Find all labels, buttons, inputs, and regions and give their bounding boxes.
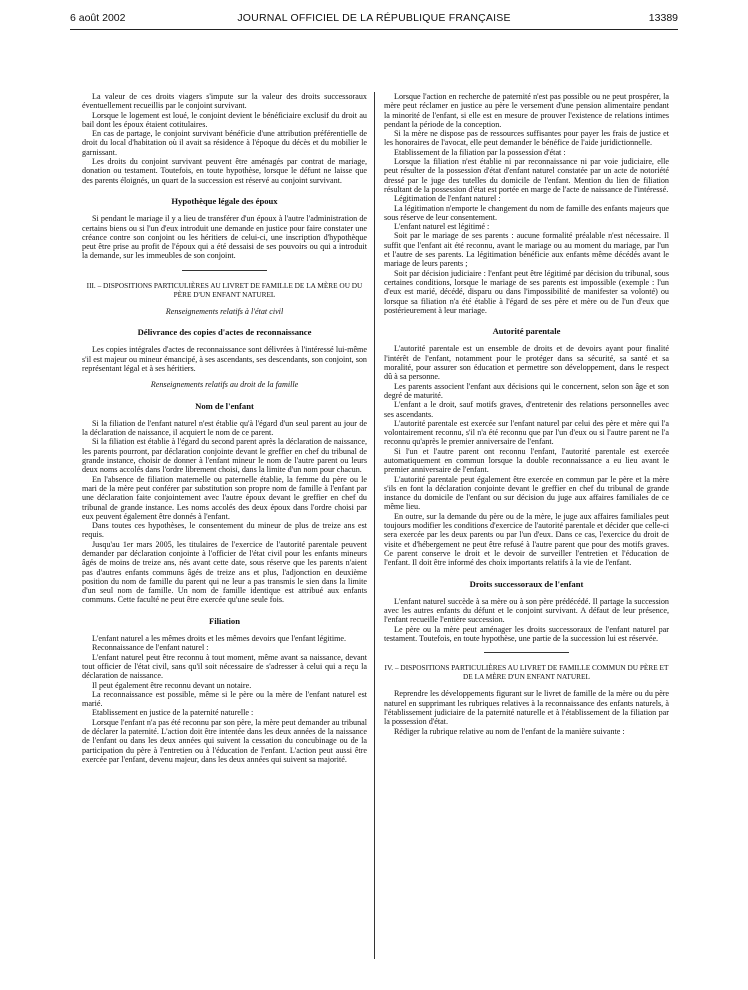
section-heading: Nom de l'enfant bbox=[195, 400, 254, 411]
paragraph: Les copies intégrales d'actes de reconnaissance sont délivrées à l'intéressé lui-même s'il est majeur ou mineur émancipé, à ses ascendants, ses descendants, son conjoint, son représentant légal et à ses héritiers. bbox=[82, 345, 367, 373]
paragraph: Si l'un et l'autre parent ont reconnu l'enfant, l'autorité parentale est exercée automatiquement en commun lorsque la double reconnaissance a eu lieu avant le premier anniversaire de l'enfant. bbox=[384, 446, 669, 475]
header-date: 6 août 2002 bbox=[70, 12, 126, 24]
paragraph: La valeur de ces droits viagers s'impute sur la valeur des droits successoraux éventuellement recueillis par le conjoint survivant. bbox=[82, 92, 367, 111]
paragraph: Les droits du conjoint survivant peuvent être aménagés par contrat de mariage, donation ou testament. Toutefois, en toute hypothèse, lorsque le défunt ne laisse que des parents éloignés, un quart de la succession est réservé au conjoint survivant. bbox=[82, 157, 367, 185]
paragraph: Lorsque le logement est loué, le conjoint devient le bénéficiaire exclusif du droit au bail dont les époux étaient cotitulaires. bbox=[82, 110, 367, 129]
paragraph: Rédiger la rubrique relative au nom de l'enfant de la manière suivante : bbox=[394, 726, 625, 736]
section-heading: Autorité parentale bbox=[492, 326, 561, 337]
column-divider bbox=[374, 92, 375, 959]
separator-rule bbox=[484, 652, 569, 653]
right-column bbox=[384, 92, 669, 736]
paragraph: Si la filiation de l'enfant naturel n'est établie qu'à l'égard d'un seul parent au jour de la déclaration de naissance, il acquiert le nom de ce parent. bbox=[82, 418, 367, 438]
paragraph: Etablissement de la filiation par la possession d'état : bbox=[394, 147, 566, 157]
section-heading: Délivrance des copies d'actes de reconnaissance bbox=[137, 327, 312, 338]
paragraph: L'enfant naturel a les mêmes droits et les mêmes devoirs que l'enfant légitime. bbox=[92, 634, 347, 644]
paragraph: Les parents associent l'enfant aux décisions qui le concernent, selon son âge et son degré de maturité. bbox=[384, 381, 669, 400]
paragraph: Jusqu'au 1er mars 2005, les titulaires de l'exercice de l'autorité parentale peuvent demander par déclaration conjointe à l'officier de l'état civil pour les enfants mineurs âgés de moins de treize ans, nés avant cette date, sous réserve que les parents n'aient pas d'autres enfants communs âgés de treize ans et plus, l'adjonction en deuxième position du nom de famille du parent qui ne leur a pas transmis le sien dans la limite d'un seul nom de famille. Un nom de famille identique est attribué aux enfants communs. Cette faculté ne peut être exercée qu'une seule fois. bbox=[82, 539, 367, 605]
paragraph: Lorsque l'action en recherche de paternité n'est pas possible ou ne peut prospérer, la mère peut réclamer en justice au père le versement d'une pension alimentaire pendant la minorité de l'enfant, si elle est en mesure de prouver l'existence de relations intimes pendant la période de la conception. bbox=[384, 92, 669, 129]
section-heading: Hypothèque légale des époux bbox=[171, 195, 278, 206]
paragraph: L'autorité parentale peut également être exercée en commun par le père et la mère s'ils en font la déclaration conjointe devant le greffier en chef du tribunal de grande instance du domicile de l'enfant ou sur décision du juge aux affaires familiales de ce même lieu. bbox=[384, 474, 669, 512]
paragraph: Si la mère ne dispose pas de ressources suffisantes pour payer les frais de justice et les honoraires de l'avocat, elle peut demander le bénéfice de l'aide juridictionnelle. bbox=[384, 129, 669, 148]
paragraph: L'enfant naturel est légitimé : bbox=[394, 222, 490, 232]
paragraph: Etablissement en justice de la paternité naturelle : bbox=[92, 708, 254, 718]
paragraph: La légitimation n'emporte le changement du nom de famille des enfants majeurs que sous réserve de leur consentement. bbox=[384, 203, 669, 222]
paragraph: Soit par décision judiciaire : l'enfant peut être légitimé par décision du tribunal, sous certaines conditions, lorsque le mariage de ses parents est impossible (exemple : l'un d'eux est marié, décédé, disparu ou dans l'impossibilité de manifester sa volonté) ou lorsque sa filiation n'a été établie à l'égard de ses père et mère ou de l'un d'eux que postérieurement à leur mariage. bbox=[384, 268, 669, 315]
paragraph: Reprendre les développements figurant sur le livret de famille de la mère ou du père naturel en supprimant les rubriques relatives à la reconnaissance des enfants naturels, à l'établissement judiciaire de la paternité naturelle et à l'établissement de la filiation par la possession d'état. bbox=[384, 689, 669, 727]
header-rule bbox=[70, 29, 678, 30]
paragraph: Dans toutes ces hypothèses, le consentement du mineur de plus de treize ans est requis. bbox=[82, 521, 367, 540]
paragraph: La reconnaissance est possible, même si le père ou la mère de l'enfant naturel est marié. bbox=[82, 689, 367, 709]
separator-rule bbox=[182, 270, 267, 271]
paragraph: Reconnaissance de l'enfant naturel : bbox=[92, 643, 209, 653]
paragraph: L'enfant naturel succède à sa mère ou à son père prédécédé. Il partage la succession avec les autres enfants du défunt et le conjoint survivant. A défaut de leur présence, l'enfant recueille l'entière succession. bbox=[384, 596, 669, 625]
subsection-heading: Renseignements relatifs au droit de la famille bbox=[150, 380, 299, 390]
paragraph: Soit par le mariage de ses parents : aucune formalité préalable n'est nécessaire. Il suffit que l'enfant ait été reconnu, avant le mariage ou au moment du mariage, par l'un et l'autre de ses parents. La légitimation bénéficie aux enfants même décédés avant le mariage de leurs parents ; bbox=[384, 231, 669, 269]
left-column bbox=[82, 92, 367, 764]
paragraph: Légitimation de l'enfant naturel : bbox=[394, 194, 501, 204]
paragraph: L'enfant naturel peut être reconnu à tout moment, même avant sa naissance, devant tout officier de l'état civil, sans qu'il soit nécessaire de s'adresser à celui qui a reçu la déclaration de naissance. bbox=[82, 652, 367, 681]
paragraph: En outre, sur la demande du père ou de la mère, le juge aux affaires familiales peut toujours modifier les conditions d'exercice de l'autorité parentale et décider que celle-ci sera exercée par les deux parents ou par l'un d'eux. Dans ce cas, l'exercice du droit de visite et d'hébergement ne peut être refusé à l'autre parent que pour des motifs graves. Ce parent conserve le droit et le devoir de surveiller l'entretien et l'éducation de l'enfant. Il doit être informé des choix importants relatifs à la vie de l'enfant. bbox=[384, 511, 669, 568]
part-heading: IV. – DISPOSITIONS PARTICULIÈRES AU LIVRET DE FAMILLE COMMUN DU PÈRE ET DE LA MÈRE D'UN ENFANT NATUREL bbox=[384, 663, 669, 682]
part-heading: III. – DISPOSITIONS PARTICULIÈRES AU LIVRET DE FAMILLE DE LA MÈRE OU DU PÈRE D'UN ENFANT NATUREL bbox=[86, 280, 363, 299]
subsection-heading: Renseignements relatifs à l'état civil bbox=[165, 306, 284, 316]
header-journal-title: JOURNAL OFFICIEL DE LA RÉPUBLIQUE FRANÇAISE bbox=[237, 12, 511, 24]
paragraph: Si pendant le mariage il y a lieu de transférer d'un époux à l'autre l'administration de certains biens ou si l'un d'eux introduit une demande en justice pour faire constater une créance contre son conjoint ou les héritiers de celui-ci, une inscription d'hypothèque peut être prise au profit de l'époux qui a été dessaisi de ses pouvoirs ou qui a introduit la demande, sur les immeubles de son conjoint. bbox=[82, 214, 367, 261]
paragraph: L'enfant a le droit, sauf motifs graves, d'entretenir des relations personnelles avec ses ascendants. bbox=[384, 400, 669, 419]
paragraph: L'autorité parentale est un ensemble de droits et de devoirs ayant pour finalité l'intérêt de l'enfant, notamment pour le protéger dans sa sécurité, sa santé et sa moralité, pour assurer son éducation et permettre son développement, dans le respect dû à sa personne. bbox=[384, 344, 669, 382]
paragraph: En l'absence de filiation maternelle ou paternelle établie, la femme du père ou le mari de la mère peut conférer par substitution son propre nom de famille à l'enfant par une déclaration faite conjointement avec l'autre époux devant le greffier en chef du tribunal de grande instance. Les noms accolés des deux époux dans l'ordre choisi par eux peuvent également être donnés à l'enfant. bbox=[82, 474, 367, 521]
paragraph: L'autorité parentale est exercée sur l'enfant naturel par celui des père et mère qui l'a volontairement reconnu, s'il n'a été reconnu que par l'un d'eux ou si l'autre parent ne l'a reconnu qu'après le premier anniversaire de l'enfant. bbox=[384, 418, 669, 447]
page-header bbox=[70, 12, 678, 28]
paragraph: Il peut également être reconnu devant un notaire. bbox=[92, 680, 252, 690]
header-page-number: 13389 bbox=[648, 12, 678, 24]
section-heading: Filiation bbox=[208, 615, 241, 626]
section-heading: Droits successoraux de l'enfant bbox=[469, 578, 584, 589]
paragraph: Lorsque l'enfant n'a pas été reconnu par son père, la mère peut demander au tribunal de déclarer la paternité. L'action doit être intentée dans les deux années de la naissance de l'enfant ou dans les deux années qui suivent la cessation du concubinage ou de la participation du père à l'entretien ou à l'éducation de l'enfant. L'action peut aussi être exercée par l'enfant, devenu majeur, dans les deux années qui suivent sa majorité. bbox=[82, 717, 367, 764]
paragraph: Si la filiation est établie à l'égard du second parent après la déclaration de naissance, les parents pourront, par déclaration conjointe devant le greffier en chef du tribunal de grande instance, choisir de donner à l'enfant mineur le nom de l'autre parent ou leurs deux noms accolés dans l'ordre librement choisi, dans la limite d'un nom pour chacun. bbox=[82, 437, 367, 475]
paragraph: Lorsque la filiation n'est établie ni par reconnaissance ni par voie judiciaire, elle peut résulter de la possession d'état d'enfant naturel constatée par un acte de notoriété dressé par le juge des tutelles du domicile de l'enfant. Mention du lien de filiation résultant de la possession d'état est portée en marge de l'acte de naissance de l'intéressé. bbox=[384, 157, 669, 194]
paragraph: Le père ou la mère peut aménager les droits successoraux de l'enfant naturel par testament. Toutefois, en toute hypothèse, une partie de la succession lui est réservée. bbox=[384, 624, 669, 644]
paragraph: En cas de partage, le conjoint survivant bénéficie d'une attribution préférentielle de droit du local d'habitation où il avait sa résidence à l'époque du décès et du mobilier le garnissant. bbox=[82, 129, 367, 157]
